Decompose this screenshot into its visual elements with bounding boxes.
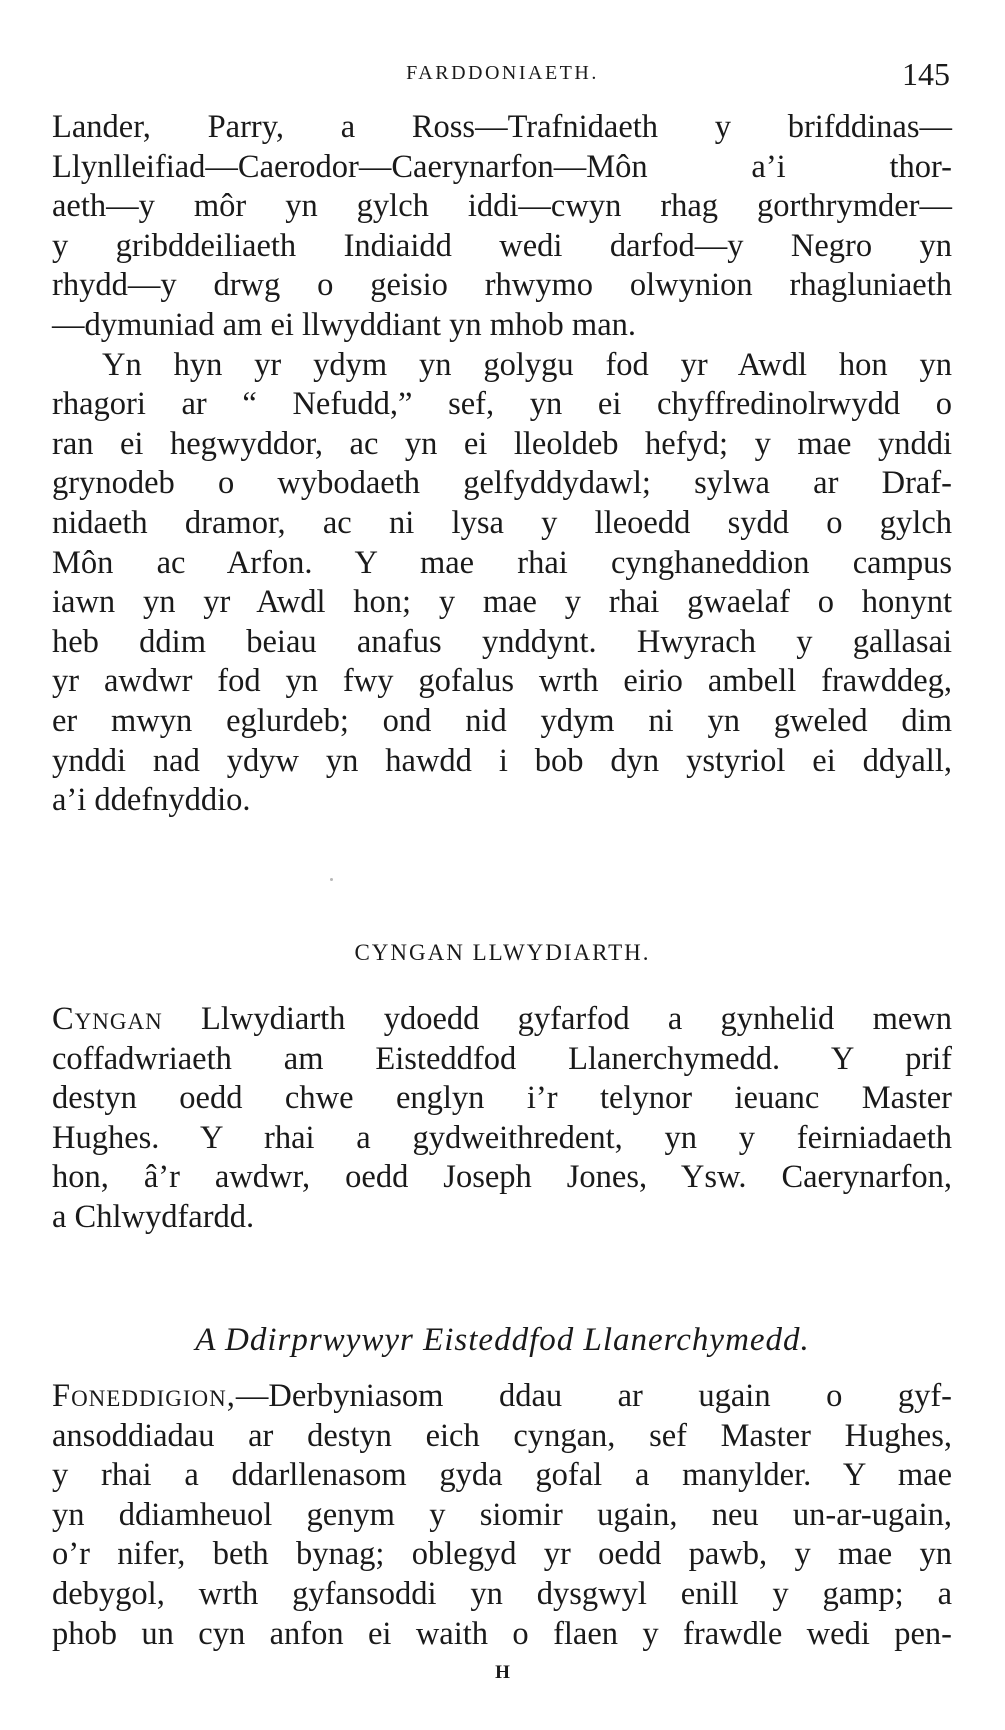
cyngan-paragraph [52, 1000, 952, 1238]
text-line: ynddi nad ydyw yn hawdd i bob dyn ystyriol ei ddyall, [52, 742, 952, 779]
text-line: aeth—y môr yn gylch iddi—cwyn rhag gorthrymder— [52, 188, 952, 225]
text-line: ran ei hegwyddor, ac yn ei lleoldeb hefyd; y mae ynddi [52, 425, 952, 462]
text-line: Yn hyn yr ydym yn golygu fod yr Awdl hon yn [102, 346, 952, 383]
text-line: o’r nifer, beth bynag; oblegyd yr oedd pawb, y mae yn [52, 1536, 952, 1573]
running-head [0, 56, 1005, 96]
address-heading: A Ddirprwywyr Eisteddfod Llanerchymedd. [195, 1322, 810, 1358]
text-line [52, 1377, 952, 1417]
text-line: nidaeth dramor, ac ni lysa y lleoedd sydd o gylch [52, 504, 952, 541]
text-line: rhydd—y drwg o geisio rhwymo olwynion rhagluniaeth [52, 267, 952, 304]
paragraph-lead: Cyngan [52, 1001, 163, 1037]
text-line: Môn ac Arfon. Y mae rhai cynghaneddion campus [52, 544, 952, 581]
text-line: —dymuniad am ei llwyddiant yn mhob man. [52, 306, 637, 343]
letter-paragraph [52, 1377, 952, 1654]
text-line: destyn oedd chwe englyn i’r telynor ieuanc Master [52, 1080, 952, 1117]
text-line: Llynlleifiad—Caerodor—Caerynarfon—Môn a’i thor- [52, 148, 952, 185]
text-line: er mwyn eglurdeb; ond nid ydym ni yn gweled dim [52, 702, 952, 739]
page-number: 145 [902, 56, 950, 92]
text-line: y gribddeiliaeth Indiaidd wedi darfod—y Negro yn [52, 227, 952, 264]
running-title: FARDDONIAETH. [406, 62, 599, 84]
text-line: a’i ddefnyddio. [52, 782, 251, 819]
text-line: hon, â’r awdwr, oedd Joseph Jones, Ysw. Caerynarfon, [52, 1159, 952, 1196]
text-line: rhagori ar “ Nefudd,” sef, yn ei chyffredinolrwydd o [52, 386, 952, 423]
text-line: coffadwriaeth am Eisteddfod Llanerchymedd. Y prif [52, 1040, 952, 1077]
text-line: Hughes. Y rhai a gydweithredent, yn y feirniadaeth [52, 1119, 952, 1156]
paper-speck [330, 878, 333, 881]
text-line: heb ddim beiau anafus ynddynt. Hwyrach y gallasai [52, 623, 952, 660]
continued-text-block [52, 108, 952, 821]
text-line: phob un cyn anfon ei waith o flaen y frawdle wedi pen- [52, 1615, 952, 1652]
text-line: ansoddiadau ar destyn eich cyngan, sef Master Hughes, [52, 1417, 952, 1454]
text-line: y rhai a ddarllenasom gyda gofal a manylder. Y mae [52, 1457, 952, 1494]
section-heading: CYNGAN LLWYDIARTH. [354, 940, 651, 965]
signature-mark: H [495, 1662, 510, 1683]
text-line [52, 1000, 952, 1040]
text-line: debygol, wrth gyfansoddi yn dysgwyl enill y gamp; a [52, 1575, 952, 1612]
text-line: grynodeb o wybodaeth gelfyddydawl; sylwa ar Draf- [52, 465, 952, 502]
text-line: iawn yn yr Awdl hon; y mae y rhai gwaelaf o honynt [52, 584, 952, 621]
paragraph-lead: Foneddigion, [52, 1378, 236, 1414]
text-line: yr awdwr fod yn fwy gofalus wrth eirio ambell frawddeg, [52, 663, 952, 700]
text-run: —Derbyniasom ddau ar ugain o gyf- [235, 1378, 952, 1414]
text-line: a Chlwydfardd. [52, 1198, 255, 1235]
text-line: Lander, Parry, a Ross—Trafnidaeth y brifddinas— [52, 109, 952, 145]
text-run: Llwydiarth ydoedd gyfarfod a gynhelid mewn [162, 1001, 952, 1037]
text-line: yn ddiamheuol genym y siomir ugain, neu un-ar-ugain, [52, 1496, 952, 1533]
